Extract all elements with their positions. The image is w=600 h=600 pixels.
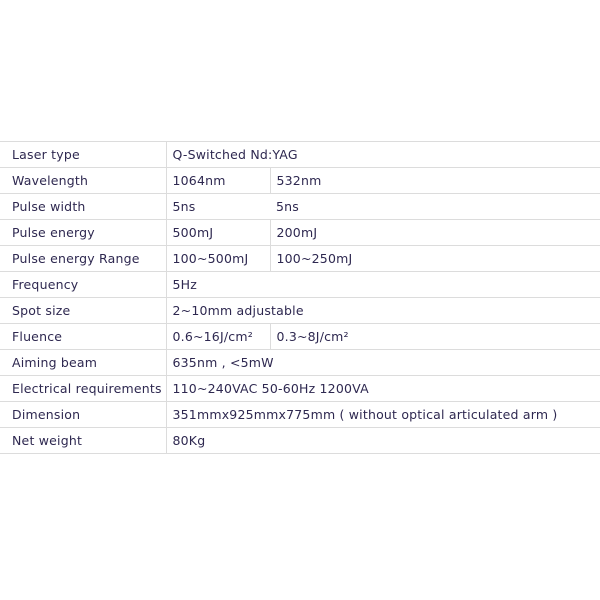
- spec-value-1: 0.6~16J/cm²: [166, 324, 270, 350]
- spec-value: 110~240VAC 50-60Hz 1200VA: [166, 376, 600, 402]
- spec-label: Dimension: [0, 402, 166, 428]
- spec-row-wavelength: [0, 168, 600, 194]
- spec-value-2: 5ns: [270, 194, 600, 220]
- spec-value-2: 200mJ: [270, 220, 600, 246]
- spec-row-fluence: [0, 324, 600, 350]
- spec-row-electrical-requirements: [0, 376, 600, 402]
- spec-value: 5Hz: [166, 272, 600, 298]
- spec-row-frequency: [0, 272, 600, 298]
- spec-row-laser-type: [0, 142, 600, 168]
- spec-label: Spot size: [0, 298, 166, 324]
- spec-label: Pulse energy: [0, 220, 166, 246]
- spec-value: Q-Switched Nd:YAG: [166, 142, 600, 168]
- spec-value-1: 500mJ: [166, 220, 270, 246]
- spec-value: 635nm , <5mW: [166, 350, 600, 376]
- spec-value: 351mmx925mmx775mm ( without optical articulated arm ): [166, 402, 600, 428]
- spec-value-1: 100~500mJ: [166, 246, 270, 272]
- spec-value-2: 100~250mJ: [270, 246, 600, 272]
- spec-row-spot-size: [0, 298, 600, 324]
- spec-label: Laser type: [0, 142, 166, 168]
- spec-table: [0, 141, 600, 454]
- spec-value-2: 532nm: [270, 168, 600, 194]
- spec-label: Electrical requirements: [0, 376, 166, 402]
- spec-label: Aiming beam: [0, 350, 166, 376]
- spec-row-aiming-beam: [0, 350, 600, 376]
- spec-label: Frequency: [0, 272, 166, 298]
- spec-row-pulse-width: [0, 194, 600, 220]
- spec-value-1: 1064nm: [166, 168, 270, 194]
- spec-label: Pulse energy Range: [0, 246, 166, 272]
- spec-value-1: 5ns: [166, 194, 270, 220]
- spec-value: 2~10mm adjustable: [166, 298, 600, 324]
- spec-label: Pulse width: [0, 194, 166, 220]
- spec-row-net-weight: [0, 428, 600, 454]
- spec-row-pulse-energy: [0, 220, 600, 246]
- spec-row-pulse-energy-range: [0, 246, 600, 272]
- spec-label: Fluence: [0, 324, 166, 350]
- spec-label: Net weight: [0, 428, 166, 454]
- spec-value-2: 0.3~8J/cm²: [270, 324, 600, 350]
- spec-row-dimension: [0, 402, 600, 428]
- spec-label: Wavelength: [0, 168, 166, 194]
- spec-value: 80Kg: [166, 428, 600, 454]
